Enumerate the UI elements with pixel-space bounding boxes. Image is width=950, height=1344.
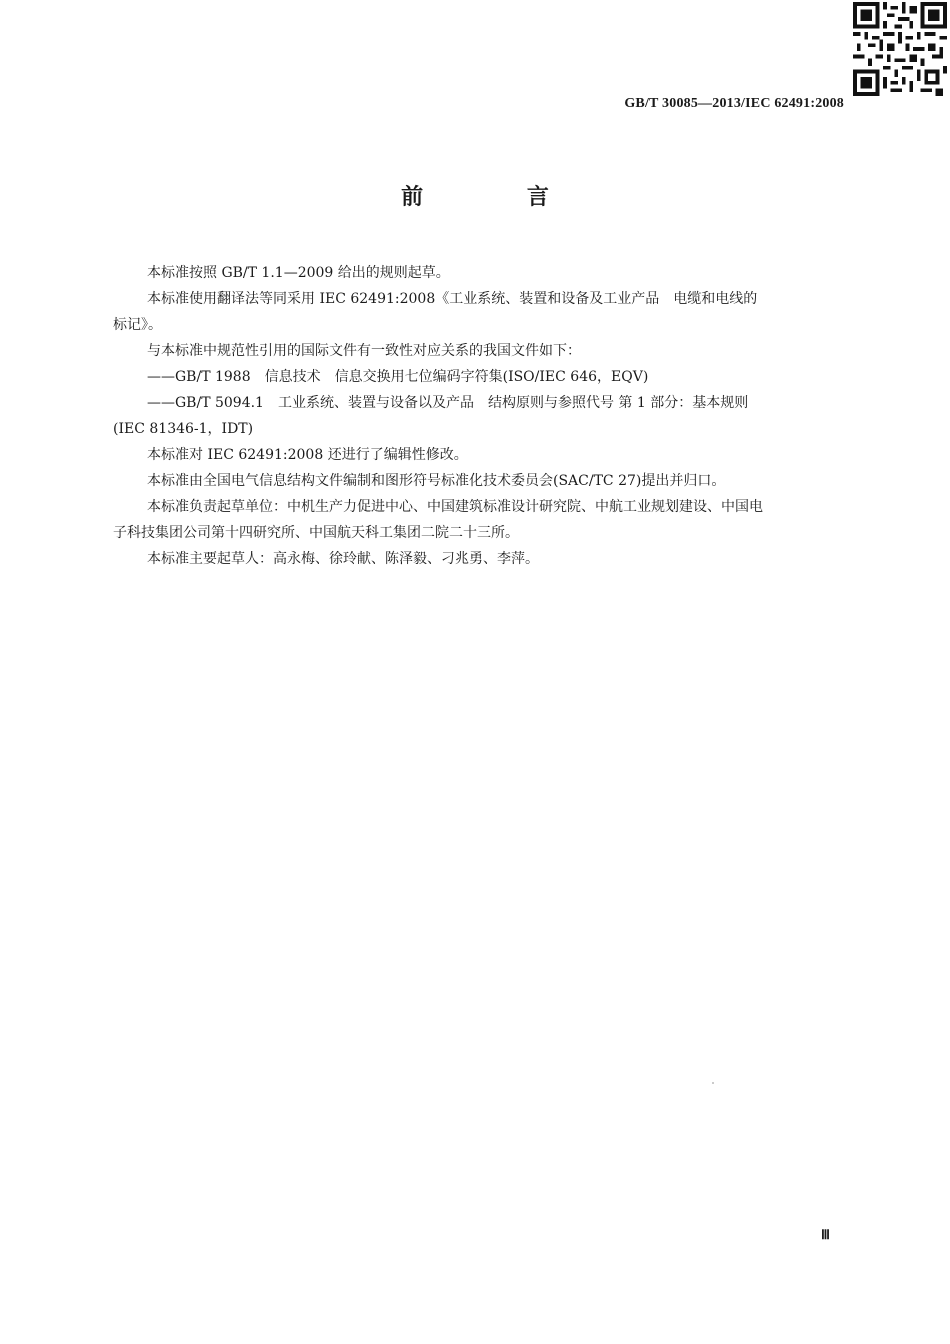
paragraph-editorial-changes: 本标准对 IEC 62491:2008 还进行了编辑性修改。 xyxy=(147,447,468,463)
list-item-gbt5094: ——GB/T 5094.1 工业系统、装置与设备以及产品 结构原则与参照代号 第 1 部分：基本规则 xyxy=(147,395,749,411)
page-number: Ⅲ xyxy=(821,1227,830,1242)
paragraph-adoption-cont: 标记》。 xyxy=(113,317,162,333)
paragraph-corresponding-docs: 与本标准中规范性引用的国际文件有一致性对应关系的我国文件如下： xyxy=(147,343,581,359)
paragraph-proposed-by: 本标准由全国电气信息结构文件编制和图形符号标准化技术委员会(SAC/TC 27)提出并归口。 xyxy=(147,473,726,489)
list-item-gbt5094-cont: (IEC 81346-1，IDT) xyxy=(113,421,254,437)
preface-body xyxy=(113,260,848,572)
paragraph-adoption: 本标准使用翻译法等同采用 IEC 62491:2008《工业系统、装置和设备及工业产品 电缆和电线的 xyxy=(147,291,758,307)
standard-code: GB/T 30085—2013/IEC 62491:2008 xyxy=(624,96,844,111)
list-item-gbt1988: ——GB/T 1988 信息技术 信息交换用七位编码字符集(ISO/IEC 646，EQV) xyxy=(147,369,649,385)
scan-speck xyxy=(712,1082,714,1084)
section-title: 前 言 xyxy=(401,185,597,210)
paragraph-drafting-units-cont: 子科技集团公司第十四研究所、中国航天科工集团二院二十三所。 xyxy=(113,525,519,541)
paragraph-drafting-rules: 本标准按照 GB/T 1.1—2009 给出的规则起草。 xyxy=(147,265,450,281)
qr-code-icon xyxy=(852,2,948,96)
paragraph-drafters: 本标准主要起草人：高永梅、徐玲献、陈泽毅、刁兆勇、李萍。 xyxy=(147,551,539,567)
paragraph-drafting-units: 本标准负责起草单位：中机生产力促进中心、中国建筑标准设计研究院、中航工业规划建设、中国电 xyxy=(147,499,763,515)
